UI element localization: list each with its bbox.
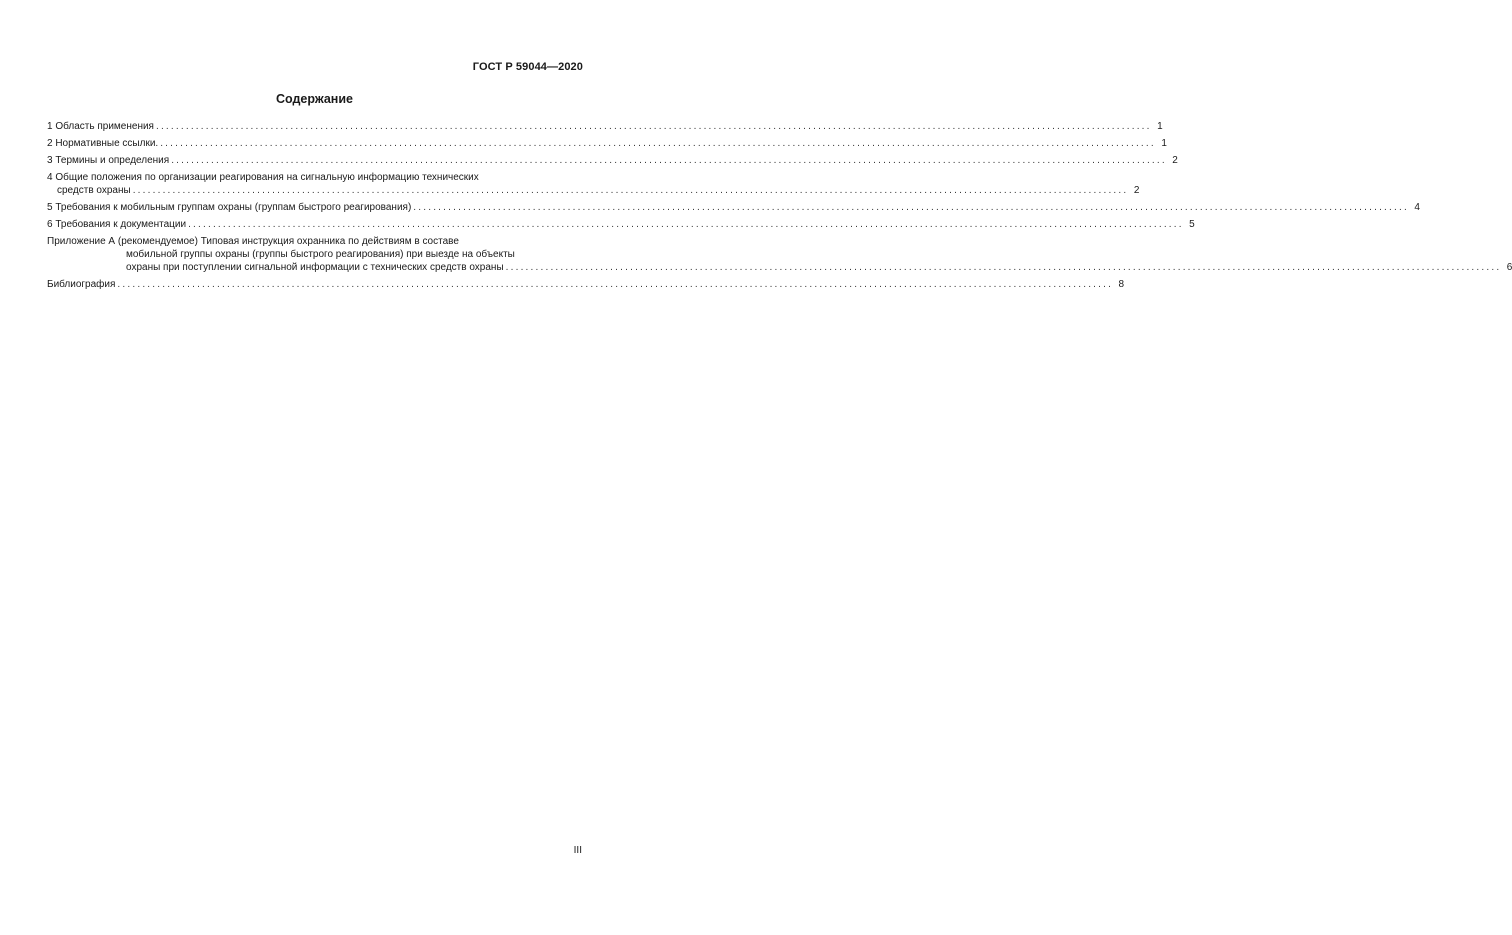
document-header-code: ГОСТ Р 59044—2020 xyxy=(472,61,583,73)
toc-entry-label-continuation: мобильной группы охраны (группы быстрого реагирования) при выезде на объекты xyxy=(126,249,515,260)
toc-leader-dots: ........................................................................................................................................................................................................ xyxy=(155,121,1152,132)
page-number: III xyxy=(573,845,582,856)
toc-entry-3[interactable] xyxy=(47,154,1178,167)
toc-entry-label-continuation: охраны при поступлении сигнальной информации с технических средств охраны xyxy=(126,262,504,273)
toc-leader-dots: ........................................................................................................................................................................................................ xyxy=(171,155,1167,166)
toc-leader-dots: ........................................................................................................................................................................................................ xyxy=(132,185,1129,196)
toc-entry-1[interactable] xyxy=(47,120,1163,133)
toc-title: Содержание xyxy=(275,92,353,106)
toc-entry-2[interactable] xyxy=(47,137,1167,150)
toc-entry-label: 1 Область применения xyxy=(47,121,154,132)
toc-entry-page: 6 xyxy=(1506,262,1512,273)
toc-entry-5[interactable] xyxy=(47,201,1420,214)
toc-entry-label: 4 Общие положения по организации реагирования на сигнальную информацию технических xyxy=(47,172,479,183)
toc-leader-dots: ........................................................................................................................................................................................................ xyxy=(117,279,1114,290)
toc-entry-page: 2 xyxy=(1172,155,1178,166)
toc-entry-page: 1 xyxy=(1157,121,1163,132)
toc-entry-label: 2 Нормативные ссылки. xyxy=(47,138,159,149)
toc-entry-label: Библиография xyxy=(47,279,116,290)
toc-entry-label: Приложение А (рекомендуемое) Типовая инструкция охранника по действиям в составе xyxy=(47,236,459,247)
toc-leader-dots: ........................................................................................................................................................................................................ xyxy=(160,138,1156,149)
toc-entry-page: 8 xyxy=(1118,279,1125,290)
toc-leader-dots: ........................................................................................................................................................................................................ xyxy=(188,219,1184,230)
toc-entry-4[interactable] xyxy=(47,171,1140,197)
toc-entry-page: 2 xyxy=(1133,185,1140,196)
toc-entry-appendix-a[interactable] xyxy=(47,235,1512,274)
toc-entry-label-continuation: средств охраны xyxy=(57,185,131,196)
toc-entry-label: 3 Термины и определения xyxy=(47,155,170,166)
toc-entry-page: 1 xyxy=(1161,138,1167,149)
toc-entry-page: 5 xyxy=(1189,219,1195,230)
toc-entry-label: 5 Требования к мобильным группам охраны (группам быстрого реагирования) xyxy=(47,202,412,213)
toc-entry-bibliography[interactable] xyxy=(47,278,1125,291)
toc-leader-dots: ........................................................................................................................................................................................................ xyxy=(413,202,1409,213)
toc-entry-page: 4 xyxy=(1414,202,1420,213)
toc-entry-label: 6 Требования к документации xyxy=(47,219,187,230)
table-of-contents xyxy=(47,120,1512,295)
toc-leader-dots: ........................................................................................................................................................................................................ xyxy=(505,262,1502,273)
toc-entry-6[interactable] xyxy=(47,218,1195,231)
